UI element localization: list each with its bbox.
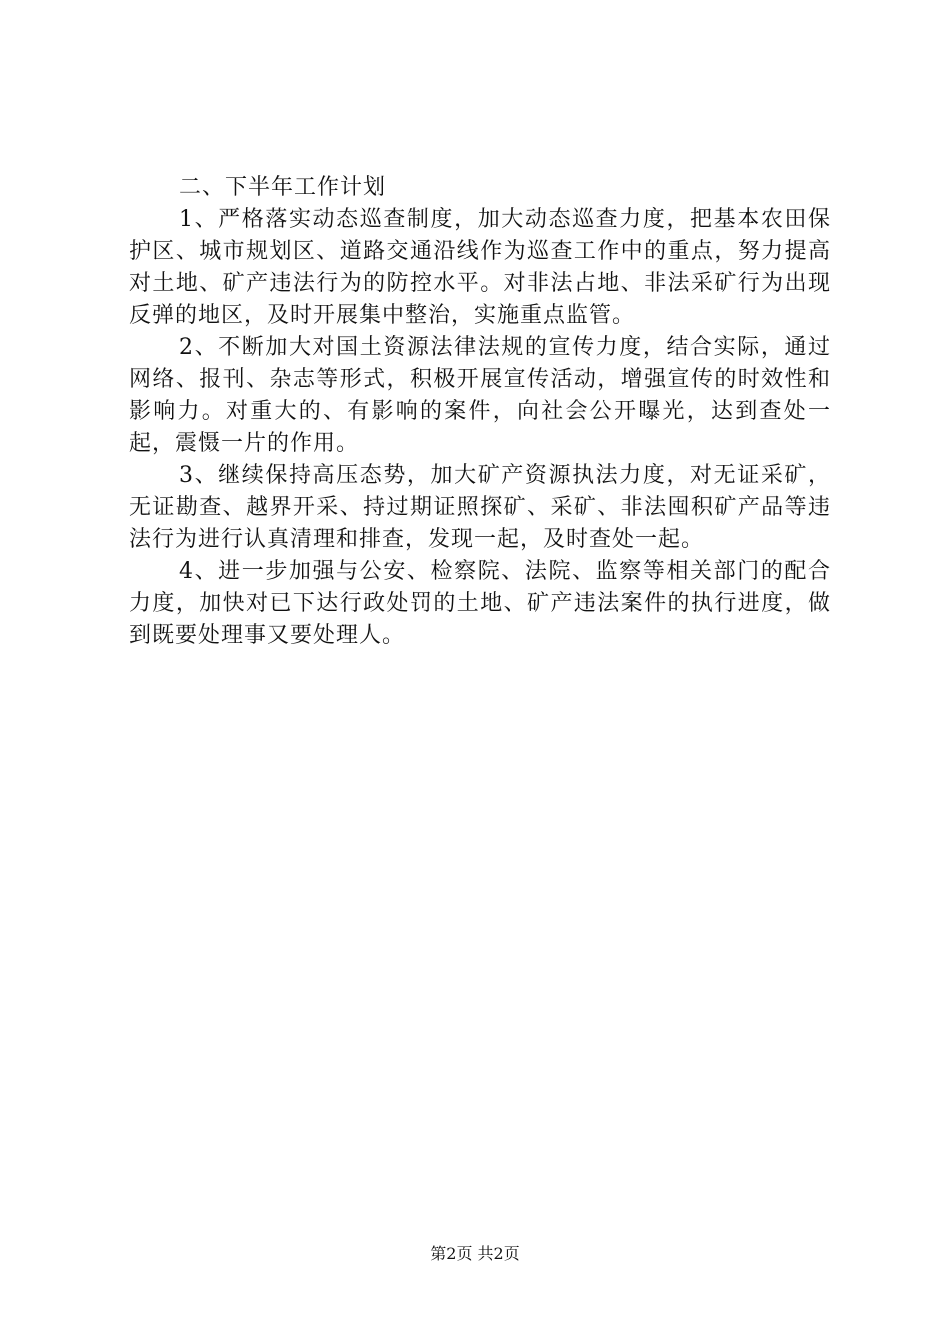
paragraph-4: 4、进一步加强与公安、检察院、法院、监察等相关部门的配合力度，加快对已下达行政处罚的土地、矿产违法案件的执行进度，做到既要处理事又要处理人。 bbox=[129, 559, 831, 648]
page-footer bbox=[0, 1243, 950, 1265]
paragraph-2: 2、不断加大对国土资源法律法规的宣传力度，结合实际，通过网络、报刊、杂志等形式，积极开展宣传活动，增强宣传的时效性和影响力。对重大的、有影响的案件，向社会公开曝光，达到查处一起，震慑一片的作用。 bbox=[129, 335, 831, 456]
page-number: 第2页 共2页 bbox=[430, 1244, 520, 1263]
paragraph-1: 1、严格落实动态巡查制度，加大动态巡查力度，把基本农田保护区、城市规划区、道路交通沿线作为巡查工作中的重点，努力提高对土地、矿产违法行为的防控水平。对非法占地、非法采矿行为出现反弹的地区，及时开展集中整治，实施重点监管。 bbox=[129, 207, 831, 328]
section-heading: 二、下半年工作计划 bbox=[179, 175, 387, 200]
paragraph-3: 3、继续保持高压态势，加大矿产资源执法力度，对无证采矿，无证勘查、越界开采、持过期证照探矿、采矿、非法囤积矿产品等违法行为进行认真清理和排查，发现一起，及时查处一起。 bbox=[129, 463, 831, 552]
document-body bbox=[129, 172, 831, 652]
